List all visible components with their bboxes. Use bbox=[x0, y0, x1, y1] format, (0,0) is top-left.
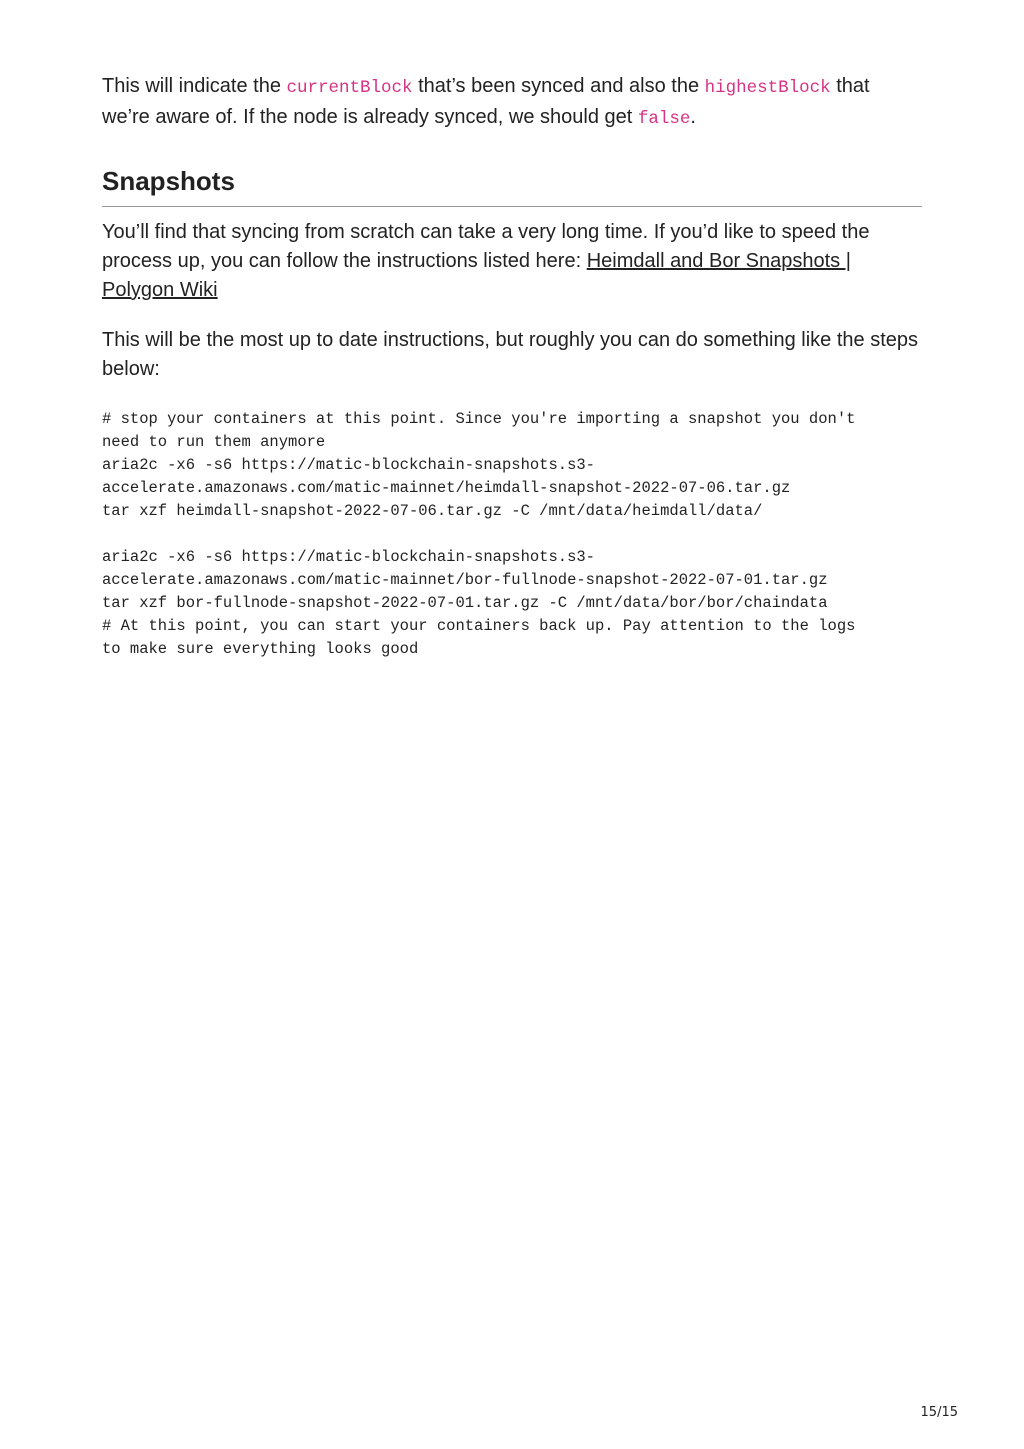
code-line: # stop your containers at this point. Since you're importing a snapshot you don't bbox=[102, 410, 856, 428]
current-block-code: currentBlock bbox=[286, 78, 413, 98]
snapshots-intro-text: You’ll find that syncing from scratch can take a very long time. If you’d like to speed the process up, you can follow the instructions listed here: bbox=[102, 221, 870, 272]
snapshots-steps-paragraph: This will be the most up to date instructions, but roughly you can do something like the steps below: bbox=[102, 329, 918, 380]
code-line: tar xzf heimdall-snapshot-2022-07-06.tar.gz -C /mnt/data/heimdall/data/ bbox=[102, 502, 763, 520]
page-number: 15/15 bbox=[920, 1405, 958, 1420]
code-line: accelerate.amazonaws.com/matic-mainnet/bor-fullnode-snapshot-2022-07-01.tar.gz bbox=[102, 571, 828, 589]
snapshot-code-block bbox=[102, 408, 922, 661]
code-line: accelerate.amazonaws.com/matic-mainnet/heimdall-snapshot-2022-07-06.tar.gz bbox=[102, 479, 791, 497]
code-line: to make sure everything looks good bbox=[102, 640, 419, 658]
snapshots-heading: Snapshots bbox=[102, 164, 922, 207]
code-line: aria2c -x6 -s6 https://matic-blockchain-snapshots.s3- bbox=[102, 456, 595, 474]
code-blank-line bbox=[102, 523, 922, 546]
code-line: # At this point, you can start your containers back up. Pay attention to the logs bbox=[102, 617, 856, 635]
highest-block-code: highestBlock bbox=[704, 78, 831, 98]
intro-text-3: that we’re aware of. If the node is already synced, we should get bbox=[102, 75, 870, 128]
snapshots-intro-paragraph bbox=[102, 218, 922, 305]
code-line: tar xzf bor-fullnode-snapshot-2022-07-01.tar.gz -C /mnt/data/bor/bor/chaindata bbox=[102, 594, 828, 612]
sync-status-paragraph bbox=[102, 72, 922, 134]
intro-text-4: . bbox=[690, 106, 696, 128]
false-code: false bbox=[637, 109, 691, 129]
intro-text-2: that’s been synced and also the bbox=[412, 75, 705, 97]
code-line: aria2c -x6 -s6 https://matic-blockchain-snapshots.s3- bbox=[102, 548, 595, 566]
code-line: need to run them anymore bbox=[102, 433, 326, 451]
document-page bbox=[102, 70, 922, 661]
heimdall-bor-snapshots-link[interactable]: Heimdall and Bor Snapshots | Polygon Wiki bbox=[102, 250, 851, 301]
intro-text-1: This will indicate the bbox=[102, 75, 287, 97]
